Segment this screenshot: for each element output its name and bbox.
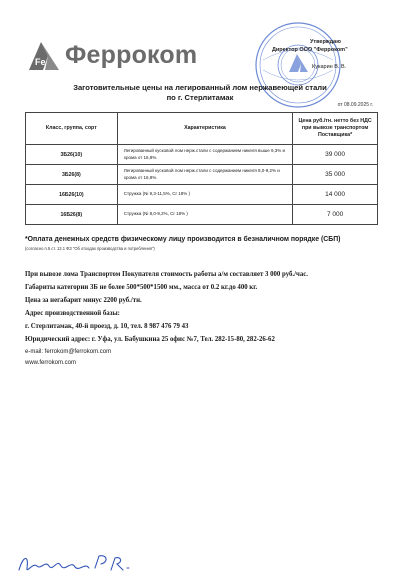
grade-cell: 3Б26(8) <box>26 165 118 185</box>
email-link[interactable]: e-mail: ferrokom@ferrokom.com <box>25 349 112 355</box>
transport-cost-text: При вывозе лома Транспортом Покупателя стоимость работы а/м составляет 3 000 руб./час. <box>25 271 308 278</box>
price-cell: 35 000 <box>293 165 378 185</box>
logo-text: Феррокоm <box>65 40 198 69</box>
column-header-price: Цена руб./тн. нетто без НДС при вывозе транспортом Поставщика* <box>293 113 378 145</box>
logo-mark-icon <box>25 38 63 72</box>
table-row <box>26 145 378 165</box>
table-header-row <box>26 113 378 145</box>
price-cell: 14 000 <box>293 185 378 205</box>
document-date: от 08.09.2025 г. <box>337 102 373 108</box>
price-table <box>25 112 378 225</box>
dimensions-text: Габариты категории 3Б не более 500*500*1500 мм., масса от 0.2 кг.до 400 кг. <box>25 284 258 291</box>
table-row <box>26 205 378 225</box>
characteristic-cell: Стружка (Ni 9,3-11,5%, Cr 18% ) <box>117 185 292 205</box>
grade-cell: 16Б26(10) <box>26 185 118 205</box>
base-address-label: Адрес производственной базы: <box>25 310 120 317</box>
grade-cell: 16Б26(8) <box>26 205 118 225</box>
payment-note: *Оплата денежных средств физическому лицу производится в безналичном порядке (СБП) <box>25 236 341 243</box>
law-note: (согласно п.5 ст. 13.1 ФЗ "Об отходах производства и потребления") <box>25 246 155 251</box>
page-title: Заготовительные цены на легированный лом нержавеющей стали <box>73 83 327 92</box>
website-link[interactable]: www.ferrokom.com <box>25 360 77 366</box>
base-address-text: г. Стерлитамак, 40-й проезд, д. 10, тел. 8 987 476 79 43 <box>25 323 189 330</box>
approval-block <box>272 38 392 71</box>
logo-mark-text: Fe <box>35 57 46 67</box>
approval-position: Директор ООО "Феррокоm" <box>272 47 348 53</box>
characteristic-cell: Легированный кусковой лом нерж.стали с содержанием никеля 8,0-9,2% и хрома от 16,9%. <box>117 165 292 185</box>
grade-cell: 3Б26(10) <box>26 145 118 165</box>
characteristic-cell: Легированный кусковой лом нерж.стали с содержанием никеля выше 9,3% и хрома от 16,9%. <box>117 145 292 165</box>
oversize-price-text: Цена за негабарит минус 2200 руб./тн. <box>25 297 142 304</box>
table-row <box>26 185 378 205</box>
column-header-grade: Класс, группа, сорт <box>26 113 118 145</box>
price-cell: 7 000 <box>293 205 378 225</box>
legal-address-text: Юридический адрес: г. Уфа, ул. Бабушкина 25 офис №7, Тел. 282-15-80, 282-26-62 <box>25 336 275 343</box>
approval-title: Утверждаю <box>310 39 341 45</box>
approval-name: Кукарин В. В. <box>312 64 347 70</box>
handwritten-signature-icon <box>15 548 135 578</box>
table-row <box>26 165 378 185</box>
page-subtitle: по г. Стерлитамак <box>166 93 234 102</box>
column-header-characteristic: Характеристика <box>117 113 292 145</box>
price-cell: 39 000 <box>293 145 378 165</box>
characteristic-cell: Стружка (Ni 8,0-9,2%, Cr 18% ) <box>117 205 292 225</box>
company-logo <box>25 35 197 75</box>
